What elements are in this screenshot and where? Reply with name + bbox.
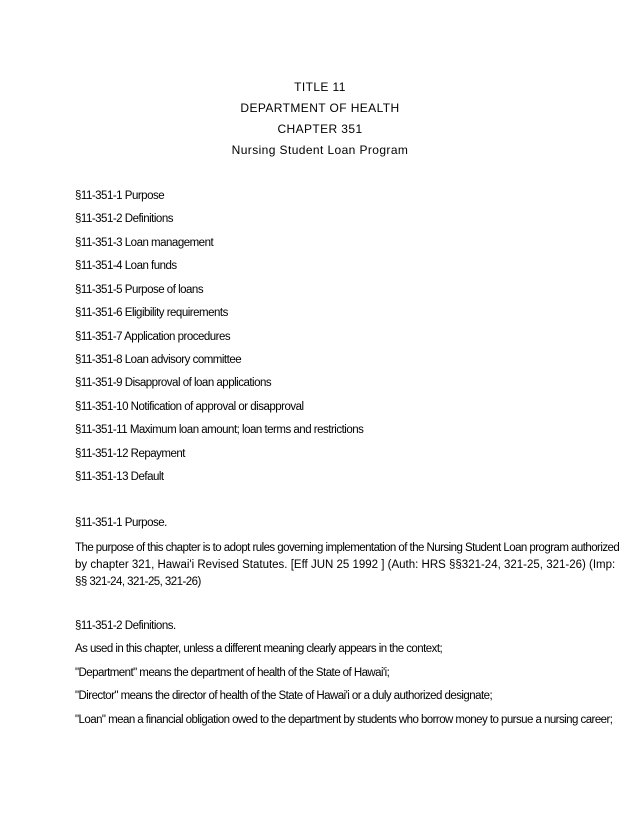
- definition-item: "Loan" mean a financial obligation owed to the department by students who borrow money to pursue a nursing career;: [75, 714, 613, 726]
- section-2-intro: As used in this chapter, unless a different meaning clearly appears in the context;: [75, 643, 443, 655]
- program-subtitle: Nursing Student Loan Program: [231, 143, 409, 157]
- toc-item: §11-351-3 Loan management: [75, 237, 214, 249]
- section-1-text-b: by chapter 321, Hawai'i Revised Statutes. [Eff JUN 25 1992 ] (Auth: HRS §§321-24, 321-25, 321-26) (Imp:: [75, 559, 616, 571]
- toc-item: §11-351-9 Disapproval of loan applications: [75, 377, 272, 389]
- toc-item: §11-351-12 Repayment: [75, 448, 185, 460]
- section-1-text-c: §§ 321-24, 321-25, 321-26): [75, 576, 201, 588]
- toc-item: §11-351-6 Eligibility requirements: [75, 307, 228, 319]
- toc-item: §11-351-1 Purpose: [75, 190, 165, 202]
- toc-item: §11-351-10 Notification of approval or disapproval: [75, 401, 304, 413]
- section-1-heading: §11-351-1 Purpose.: [75, 517, 167, 529]
- section-1-paragraph: [75, 540, 627, 591]
- toc-item: §11-351-8 Loan advisory committee: [75, 354, 242, 366]
- definition-item: "Department" means the department of health of the State of Hawai'i;: [75, 667, 390, 679]
- toc-item: §11-351-4 Loan funds: [75, 260, 177, 272]
- toc-item: §11-351-11 Maximum loan amount; loan terms and restrictions: [75, 424, 364, 436]
- toc-item: §11-351-7 Application procedures: [75, 331, 231, 343]
- toc-item: §11-351-5 Purpose of loans: [75, 284, 204, 296]
- toc-item: §11-351-13 Default: [75, 471, 164, 483]
- department-heading: DEPARTMENT OF HEALTH: [240, 101, 400, 115]
- chapter-heading: CHAPTER 351: [277, 122, 363, 136]
- section-2-heading: §11-351-2 Definitions.: [75, 620, 176, 632]
- definition-item: "Director" means the director of health of the State of Hawai'i or a duly authorized designate;: [75, 690, 493, 702]
- section-1-text-a: The purpose of this chapter is to adopt rules governing implementation of the Nursing Student Loan program authorized: [75, 542, 620, 554]
- toc-item: §11-351-2 Definitions: [75, 213, 173, 225]
- title-heading: TITLE 11: [294, 80, 346, 94]
